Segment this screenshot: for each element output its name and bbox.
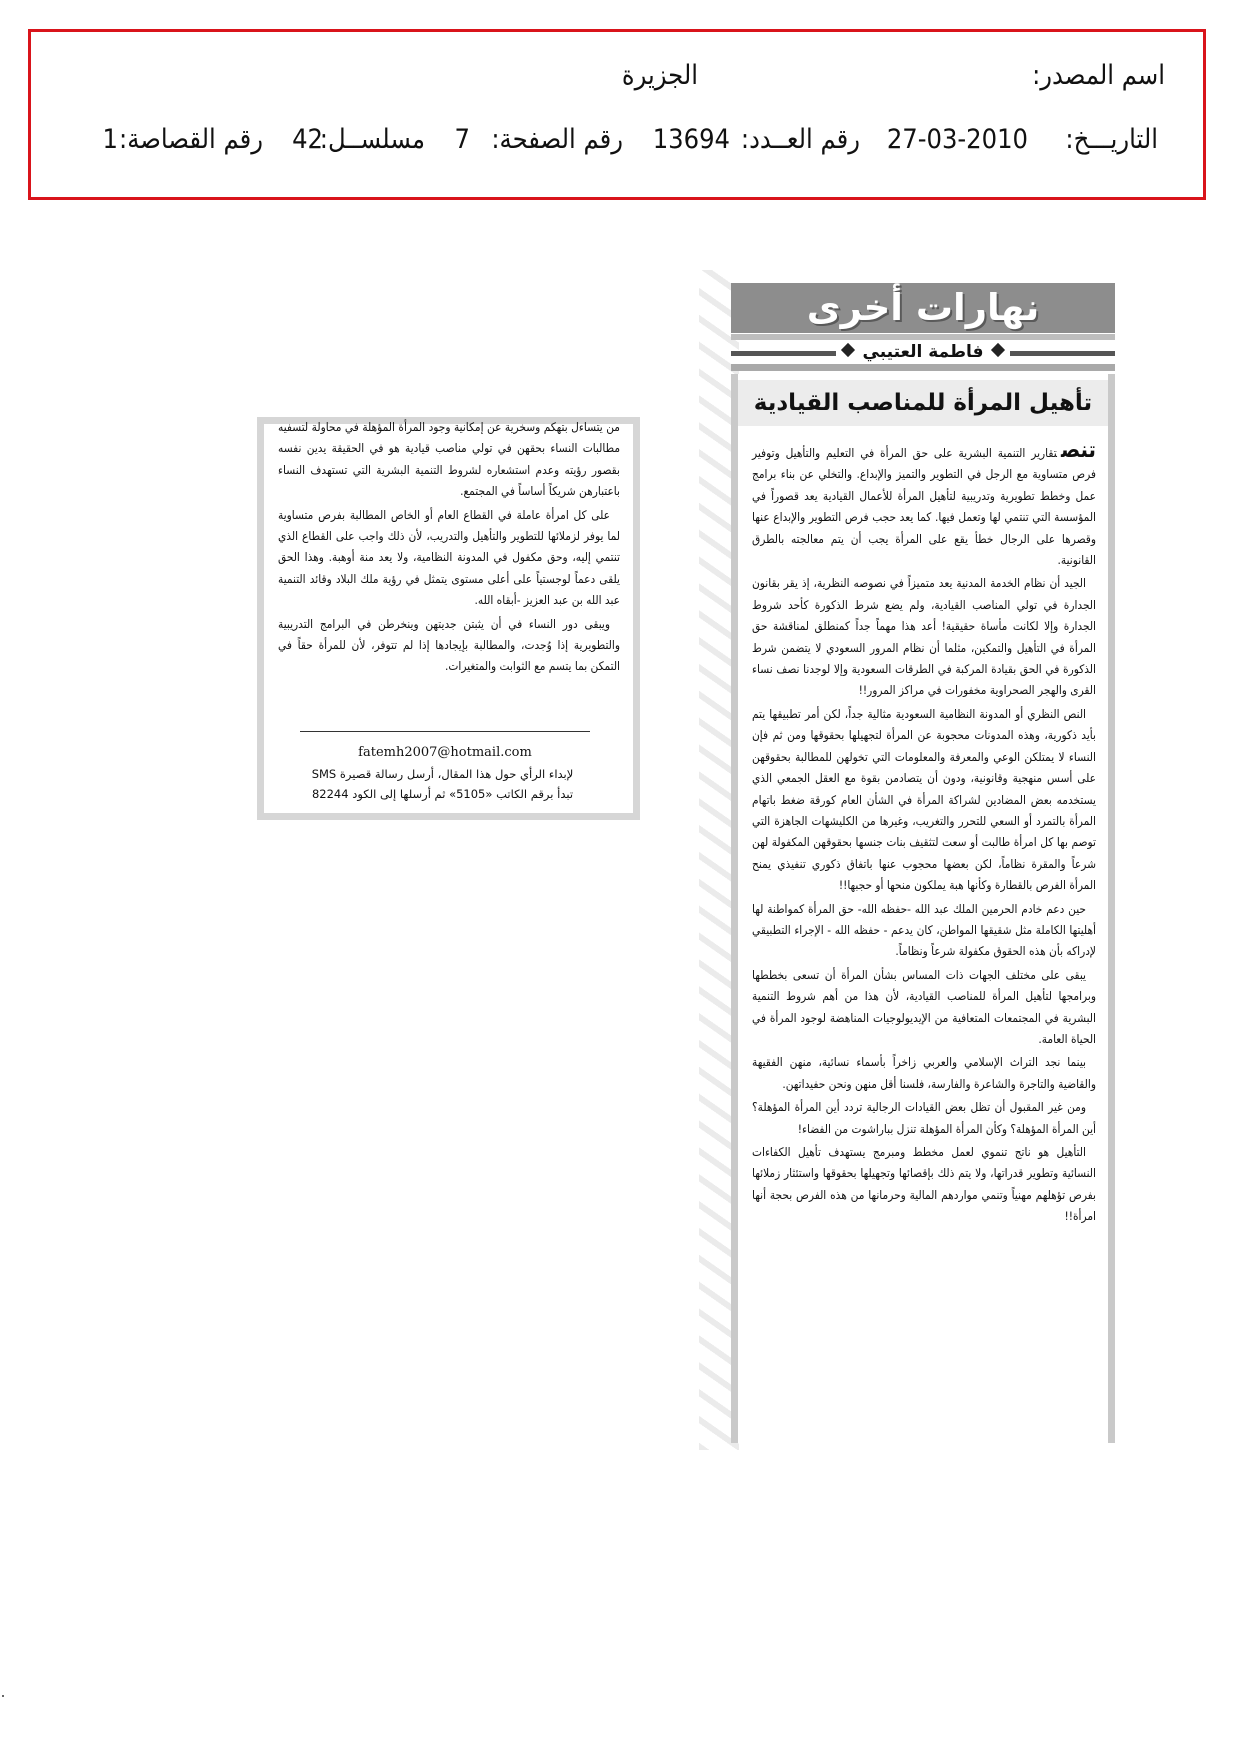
column-name-banner: نهارات أخرى [731, 283, 1115, 333]
issue-label: رقم العــدد: [740, 124, 860, 155]
page-value: 7 [454, 124, 470, 155]
date-value: 27-03-2010 [886, 124, 1028, 155]
meta-row [31, 124, 1203, 164]
paragraph: النص النظري أو المدونة النظامية السعودية مثالية جداً، لكن أمر تطبيقها يتم بأيد ذكورية، وهذه المدونات محجوبة عن المرأة لتجهيلها بحقوقها ومن ثم فإن النساء لا يمتلكن الوعي والمعرفة والمعلومات التي تخولهن للمطالبة بحقوقهن على أسس منهجية وقانونية، ودون أن يتصادمن بقوة مع العقل الجمعي الذي يستخدمه بعض المضادين لشراكة المرأة في الشأن العام كورقة ضغط باتهام المرأة بالتمرد أو السعي للتحرر والتغريب، وغيرها من الكليشهات الجاهزة التي توصم بها كل امرأة طالبت أو سعت لتثقيف بنات جنسها بحقوقهن المكفولة لهن شرعاً والمقرة نظاماً، لكن بعضها محجوب عنها باتفاق ذكوري تنفيذي يمنح المرأة الفرص بالقطارة وكأنها هبة يملكون منحها أو حجبها!! [752, 706, 1096, 893]
sms-line: لإبداء الرأي حول هذا المقال، أرسل رسالة قصيرة SMS [311, 767, 574, 781]
paragraph: ومن غير المقبول أن تظل بعض القيادات الرجالية تردد أين المرأة المؤهلة؟ أين المرأة المؤهلة؟ وكأن المرأة المؤهلة تنزل بباراشوت من الفضاء! [752, 1100, 1096, 1136]
paragraph: تنصتقارير التنمية البشرية على حق المرأة في التعليم والتأهيل وتوفير فرص متساوية مع الرجل في التطوير والتميز والإبداع. والتخلي عن بناء برامج عمل وخطط تطويرية وتدريبية لتأهيل المرأة للأعمال القيادية يعد قصوراً في المؤسسة التي تنتمي لها وتعمل فيها. كما يعد حجب فرص التطوير والإبداع عنها وقصرها على الرجال خطأ يقع على المرأة يجب أن يتم معالجته بالطرق القانونية. [752, 438, 1096, 568]
dropcap-word: تنص [1060, 438, 1096, 463]
paragraph: حين دعم خادم الحرمين الملك عبد الله -حفظه الله- حق المرأة كمواطنة لها أهليتها الكاملة مثل شقيقها المواطن، كان يدعم - حفظه الله - الإجراء التطبيقي لإدراكه بأن هذه الحقوق مكفولة شرعاً ونظاماً. [752, 901, 1096, 959]
source-value: الجزيرة [621, 60, 698, 91]
paragraph: التأهيل هو ناتج تنموي لعمل مخطط ومبرمج يستهدف تأهيل الكفاءات النسائية وتطوير قدراتها، ولا يتم ذلك بإقصائها وتجهيلها بحقوقها واستئثار زملائها بفرص تؤهلهم مهنياً وتنمي مواردهم المالية وحرمانها من هذه الفرص بحجة أنها امرأة!! [752, 1145, 1096, 1224]
sms-note [290, 764, 595, 804]
scan-dot [2, 1695, 4, 1697]
clip-value: 1 [102, 124, 118, 155]
continuation-body [278, 417, 620, 680]
clip-label: رقم القصاصة: [119, 124, 263, 155]
author-bar-left [731, 351, 836, 356]
source-label: اسم المصدر: [1032, 60, 1165, 91]
author-email: fatemh2007@hotmail.com [358, 745, 532, 760]
paragraph: بينما نجد التراث الإسلامي والعربي زاخراً بأسماء نسائية، منهن الفقيهة والقاضية والتاجرة والشاعرة والفارسة، فلسنا أقل منهن ونحن حفيداتهن. [752, 1055, 1096, 1091]
paragraph: يبقى على مختلف الجهات ذات المساس بشأن المرأة أن تسعى بخططها وبرامجها لتأهيل المرأة للمناصب القيادية، لأن هذا من أهم شروط التنمية البشرية في المجتمعات المتعافية من الإيديولوجيات المناهضة لوجود المرأة في الحياة العامة. [752, 967, 1096, 1046]
clipping-header [28, 29, 1206, 200]
paragraph: ويبقى دور النساء في أن يثبتن جديتهن وينخرطن في البرامج التدريبية والتطويرية إذا وُجدت، والمطالبة بإيجادها إذا لم تتوفر، لأن للمرأة حقاً في التمكن بما يتسم مع الثوابت والمتغيرات. [278, 616, 620, 674]
sms-line: تبدأ برقم الكاتب «5105» ثم أرسلها إلى الكود 82244 [311, 787, 574, 801]
paragraph: الجيد أن نظام الخدمة المدنية يعد متميزاً في نصوصه النظرية، إذ يقر بقانون الجدارة في تولي المناصب القيادية، ولم يضع شرط الذكورة كأحد شروط الجدارة وإلا لكانت مأساة حقيقية! أعد هذا مهماً جداً كمنطلق لمناقشة حق المرأة في التأهيل والتمكين، مثلما أن نظام المرور السعودي لا يتضمن شرط الذكورة في الحق بقيادة المركبة في الطرقات السعودية وإلا لوجدنا نصف نساء القرى والهجر الصحراوية مخفورات في مراكز المرور!! [752, 576, 1096, 698]
author-bar-right [1010, 351, 1115, 356]
author-name: فاطمة العتيبي [862, 342, 984, 362]
divider [300, 731, 590, 732]
page-label: رقم الصفحة: [491, 124, 623, 155]
paragraph: من يتساءل بتهكم وسخرية عن إمكانية وجود المرأة المؤهلة في محاولة لتسفيه مطالبات النساء بحقهن في تولي مناصب قيادية هو في الحقيقة يدين نفسه بقصور رؤيته وعدم استشعاره لشروط التنمية البشرية التي تستهدف النساء باعتبارهن شريكاً أساساً في المجتمع. [278, 420, 620, 499]
author-separator [731, 364, 1115, 371]
serial-value: 42 [292, 124, 323, 155]
date-label: التاريـــخ: [1065, 124, 1158, 155]
source-row [31, 60, 1203, 100]
paragraph: على كل امرأة عاملة في القطاع العام أو الخاص المطالبة بفرص متساوية لما يوفر لزملائها للتطوير والتأهيل والتدريب، لأن ذلك واجب على القطاع الذي تنتمي إليه، وحق مكفول في المدونة النظامية، ولا يعد منة أوهبة. وهذا الحق يلقى دعماً لوجستياً على أعلى مستوى يتمثل في رؤية ملك البلاد وقائد التنمية عبد الله بن عبد العزيز -أبقاه الله. [278, 507, 620, 608]
issue-value: 13694 [652, 124, 730, 155]
main-article-body [752, 440, 1096, 1230]
serial-label: مسلســل: [319, 124, 425, 155]
article-title: تأهيل المرأة للمناصب القيادية [753, 390, 1093, 416]
author-row [731, 340, 1115, 364]
